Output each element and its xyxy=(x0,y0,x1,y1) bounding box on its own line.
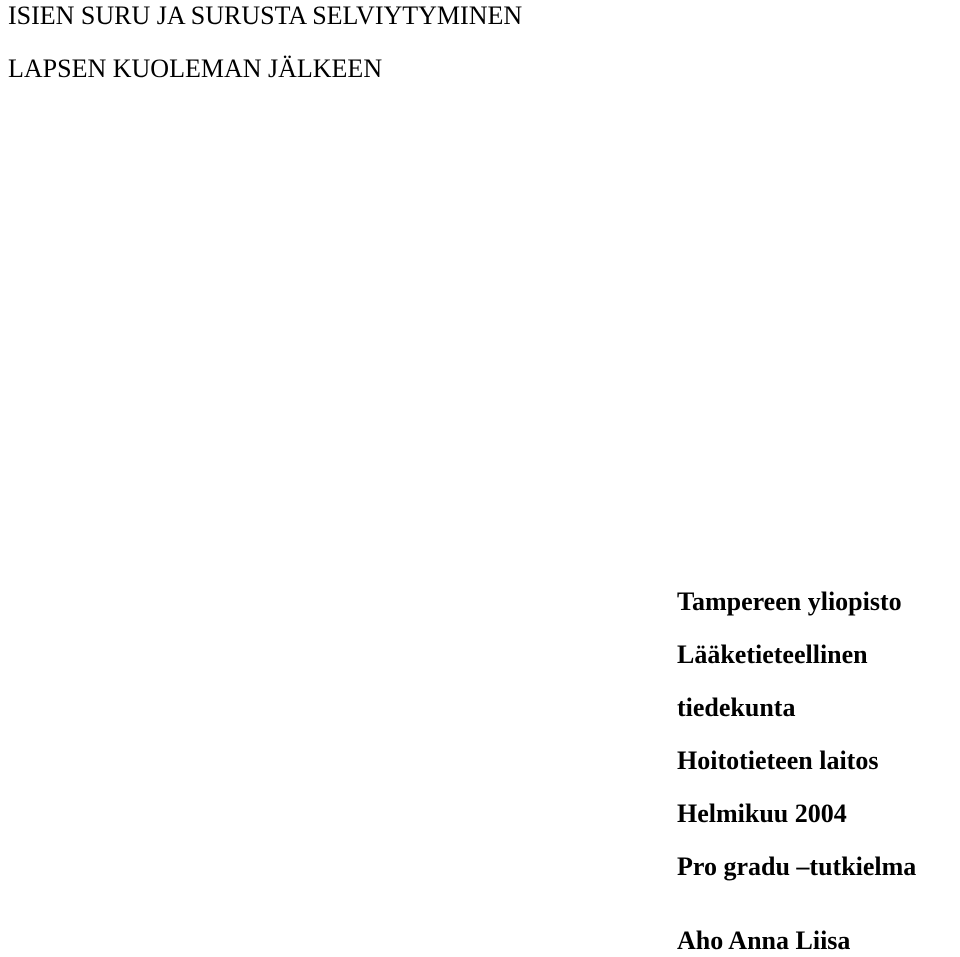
thesis-info xyxy=(677,585,957,903)
department-name: Hoitotieteen laitos xyxy=(677,746,879,775)
faculty-name-line-2: tiedekunta xyxy=(677,693,796,722)
title-line-1: ISIEN SURU JA SURUSTA SELVIYTYMINEN xyxy=(8,1,523,30)
thesis-type: Pro gradu –tutkielma xyxy=(677,852,917,881)
thesis-date: Helmikuu 2004 xyxy=(677,799,847,828)
author-name: Aho Anna Liisa xyxy=(677,926,851,955)
document-title xyxy=(8,2,522,82)
title-line-2: LAPSEN KUOLEMAN JÄLKEEN xyxy=(8,54,383,83)
faculty-name-line-1: Lääketieteellinen xyxy=(677,640,868,669)
university-name: Tampereen yliopisto xyxy=(677,587,902,616)
